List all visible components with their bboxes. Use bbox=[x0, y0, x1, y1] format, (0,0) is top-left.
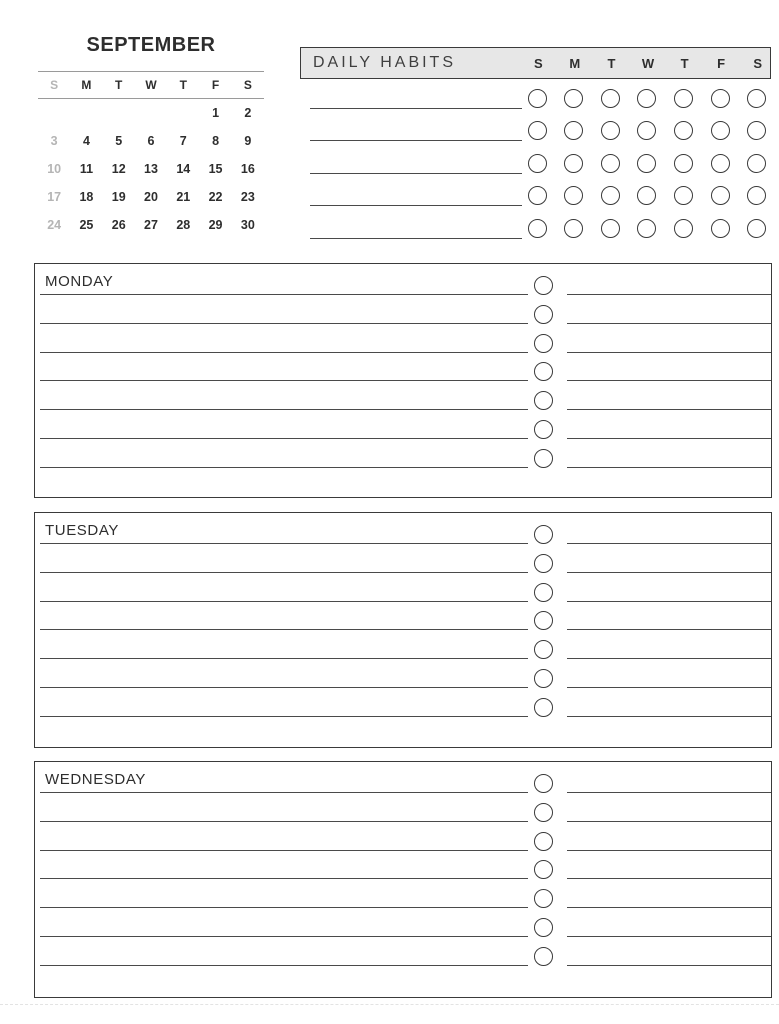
task-writing-line[interactable] bbox=[40, 965, 528, 966]
task-row bbox=[35, 410, 771, 439]
task-note-line[interactable] bbox=[567, 716, 771, 717]
task-note-line[interactable] bbox=[567, 965, 771, 966]
task-row bbox=[35, 264, 771, 295]
task-checkbox-circle[interactable] bbox=[534, 947, 553, 966]
habit-checkbox-circle[interactable] bbox=[601, 89, 620, 108]
task-row bbox=[35, 630, 771, 659]
habit-checkbox-circle[interactable] bbox=[528, 89, 547, 108]
calendar-day: 4 bbox=[82, 134, 90, 148]
task-writing-line[interactable] bbox=[40, 716, 528, 717]
daily-habits-tracker bbox=[300, 47, 771, 239]
calendar-day: 1 bbox=[212, 106, 220, 120]
habit-checkbox-circle[interactable] bbox=[711, 89, 730, 108]
task-checkbox-circle[interactable] bbox=[534, 889, 553, 908]
calendar-weekday-header: T bbox=[115, 78, 123, 92]
habit-checkbox-circle[interactable] bbox=[601, 219, 620, 238]
calendar-day: 19 bbox=[111, 190, 126, 204]
day-section-title: MONDAY bbox=[45, 273, 114, 290]
day-section bbox=[34, 761, 772, 998]
habit-checkbox-circle[interactable] bbox=[711, 186, 730, 205]
habit-checkbox-circle[interactable] bbox=[637, 154, 656, 173]
habit-checkbox-circle[interactable] bbox=[528, 186, 547, 205]
habit-checkbox-circle[interactable] bbox=[601, 186, 620, 205]
day-section bbox=[34, 512, 772, 748]
day-rows bbox=[35, 513, 771, 717]
habit-row bbox=[300, 174, 771, 207]
calendar-grid bbox=[38, 99, 264, 239]
calendar-day-empty bbox=[167, 99, 199, 127]
habits-weekday-header: T bbox=[680, 55, 689, 71]
task-checkbox-circle[interactable] bbox=[534, 803, 553, 822]
task-checkbox-circle[interactable] bbox=[534, 391, 553, 410]
habits-rows bbox=[300, 76, 771, 239]
day-section bbox=[34, 263, 772, 498]
habit-checkbox-circle[interactable] bbox=[637, 89, 656, 108]
calendar-day: 26 bbox=[111, 218, 126, 232]
habit-checkbox-circle[interactable] bbox=[674, 154, 693, 173]
habit-checkbox-circle[interactable] bbox=[564, 89, 583, 108]
calendar-weekday-header: F bbox=[211, 78, 220, 92]
task-row bbox=[35, 879, 771, 908]
task-checkbox-circle[interactable] bbox=[534, 362, 553, 381]
task-row bbox=[35, 544, 771, 573]
task-row bbox=[35, 937, 771, 966]
calendar-day: 24 bbox=[47, 218, 62, 232]
calendar-day: 10 bbox=[47, 162, 62, 176]
habits-weekday-header: T bbox=[607, 55, 616, 71]
task-row bbox=[35, 602, 771, 631]
habit-checkbox-circle[interactable] bbox=[564, 186, 583, 205]
day-section-title: TUESDAY bbox=[45, 522, 119, 539]
task-checkbox-circle[interactable] bbox=[534, 525, 553, 544]
calendar-day: 14 bbox=[176, 162, 191, 176]
task-checkbox-circle[interactable] bbox=[534, 305, 553, 324]
calendar-day: 13 bbox=[144, 162, 158, 176]
habit-checkbox-circle[interactable] bbox=[747, 121, 766, 140]
calendar-weekday-row bbox=[38, 71, 264, 99]
habit-checkbox-circle[interactable] bbox=[564, 121, 583, 140]
task-row bbox=[35, 573, 771, 602]
habits-weekday-header: S bbox=[753, 55, 763, 71]
habit-checkbox-circle[interactable] bbox=[674, 121, 693, 140]
habit-circles bbox=[519, 89, 775, 108]
calendar-day: 6 bbox=[147, 134, 155, 148]
calendar-day: 21 bbox=[176, 190, 191, 204]
calendar-month-title: SEPTEMBER bbox=[86, 34, 216, 56]
calendar-weekday-header: S bbox=[243, 78, 252, 92]
calendar-day: 9 bbox=[244, 134, 252, 148]
habit-checkbox-circle[interactable] bbox=[564, 154, 583, 173]
habits-weekday-header: M bbox=[569, 55, 581, 71]
habit-circles bbox=[519, 154, 775, 173]
task-checkbox-circle[interactable] bbox=[534, 611, 553, 630]
calendar-day: 2 bbox=[244, 106, 252, 120]
calendar-weekday-header: S bbox=[50, 78, 59, 92]
task-checkbox-circle[interactable] bbox=[534, 698, 553, 717]
calendar-day: 20 bbox=[144, 190, 158, 204]
task-checkbox-circle[interactable] bbox=[534, 276, 553, 295]
task-row bbox=[35, 908, 771, 937]
habit-checkbox-circle[interactable] bbox=[711, 121, 730, 140]
task-checkbox-circle[interactable] bbox=[534, 774, 553, 793]
calendar-day: 28 bbox=[176, 218, 191, 232]
calendar-day: 16 bbox=[240, 162, 255, 176]
task-row bbox=[35, 381, 771, 410]
calendar-day-empty bbox=[135, 99, 167, 127]
task-row bbox=[35, 439, 771, 468]
calendar-day: 23 bbox=[240, 190, 255, 204]
habit-circles bbox=[519, 219, 775, 238]
task-row bbox=[35, 688, 771, 717]
habits-weekday-header: W bbox=[641, 55, 655, 71]
task-checkbox-circle[interactable] bbox=[534, 334, 553, 353]
habit-checkbox-circle[interactable] bbox=[637, 219, 656, 238]
task-checkbox-circle[interactable] bbox=[534, 669, 553, 688]
task-checkbox-circle[interactable] bbox=[534, 449, 553, 468]
habit-checkbox-circle[interactable] bbox=[674, 89, 693, 108]
task-checkbox-circle[interactable] bbox=[534, 420, 553, 439]
calendar-day: 12 bbox=[111, 162, 126, 176]
habit-checkbox-circle[interactable] bbox=[711, 219, 730, 238]
habit-checkbox-circle[interactable] bbox=[601, 154, 620, 173]
calendar-day: 8 bbox=[212, 134, 220, 148]
habit-row bbox=[300, 141, 771, 174]
habit-circles bbox=[519, 186, 775, 205]
habit-row bbox=[300, 109, 771, 142]
habit-checkbox-circle[interactable] bbox=[747, 154, 766, 173]
calendar-day: 15 bbox=[208, 162, 223, 176]
task-row bbox=[35, 513, 771, 544]
habit-checkbox-circle[interactable] bbox=[711, 154, 730, 173]
calendar-day: 7 bbox=[179, 134, 187, 148]
task-checkbox-circle[interactable] bbox=[534, 640, 553, 659]
task-writing-line[interactable] bbox=[40, 467, 528, 468]
task-row bbox=[35, 353, 771, 382]
task-row bbox=[35, 851, 771, 880]
calendar-day: 17 bbox=[47, 190, 62, 204]
habit-row bbox=[300, 206, 771, 239]
habits-weekday-header: S bbox=[533, 55, 543, 71]
task-checkbox-circle[interactable] bbox=[534, 860, 553, 879]
task-row bbox=[35, 793, 771, 822]
mini-calendar bbox=[38, 33, 264, 239]
task-row bbox=[35, 324, 771, 353]
habit-checkbox-circle[interactable] bbox=[528, 219, 547, 238]
task-row bbox=[35, 295, 771, 324]
habit-checkbox-circle[interactable] bbox=[528, 154, 547, 173]
habit-checkbox-circle[interactable] bbox=[674, 186, 693, 205]
task-row bbox=[35, 822, 771, 851]
daily-habits-header bbox=[300, 47, 771, 79]
daily-habits-title: DAILY HABITS bbox=[313, 54, 456, 71]
habit-name-line[interactable] bbox=[310, 238, 522, 239]
task-checkbox-circle[interactable] bbox=[534, 918, 553, 937]
habit-checkbox-circle[interactable] bbox=[637, 121, 656, 140]
habit-checkbox-circle[interactable] bbox=[564, 219, 583, 238]
habit-checkbox-circle[interactable] bbox=[747, 186, 766, 205]
calendar-weekday-header: T bbox=[179, 78, 187, 92]
habit-circles bbox=[519, 121, 775, 140]
calendar-weekday-header: M bbox=[81, 78, 92, 92]
calendar-day: 22 bbox=[208, 190, 223, 204]
day-rows bbox=[35, 264, 771, 468]
calendar-day: 18 bbox=[79, 190, 94, 204]
task-note-line[interactable] bbox=[567, 467, 771, 468]
calendar-day: 29 bbox=[208, 218, 223, 232]
day-section-title: WEDNESDAY bbox=[45, 771, 146, 788]
calendar-day-empty bbox=[70, 99, 102, 127]
calendar-weekday-header: W bbox=[145, 78, 157, 92]
task-checkbox-circle[interactable] bbox=[534, 554, 553, 573]
habit-checkbox-circle[interactable] bbox=[528, 121, 547, 140]
calendar-day: 5 bbox=[115, 134, 123, 148]
calendar-day: 30 bbox=[240, 218, 255, 232]
habits-weekday-header: F bbox=[717, 55, 726, 71]
habit-checkbox-circle[interactable] bbox=[637, 186, 656, 205]
calendar-day: 3 bbox=[50, 134, 58, 148]
calendar-day-empty bbox=[38, 99, 70, 127]
habit-checkbox-circle[interactable] bbox=[747, 89, 766, 108]
habit-checkbox-circle[interactable] bbox=[674, 219, 693, 238]
page-edge-line bbox=[0, 1004, 779, 1005]
calendar-day: 11 bbox=[79, 162, 94, 176]
habit-row bbox=[300, 76, 771, 109]
task-checkbox-circle[interactable] bbox=[534, 832, 553, 851]
task-row bbox=[35, 659, 771, 688]
calendar-day: 27 bbox=[144, 218, 158, 232]
calendar-day-empty bbox=[103, 99, 135, 127]
calendar-day: 25 bbox=[79, 218, 94, 232]
day-rows bbox=[35, 762, 771, 966]
habit-checkbox-circle[interactable] bbox=[747, 219, 766, 238]
habits-day-headers bbox=[520, 48, 776, 78]
task-checkbox-circle[interactable] bbox=[534, 583, 553, 602]
habit-checkbox-circle[interactable] bbox=[601, 121, 620, 140]
